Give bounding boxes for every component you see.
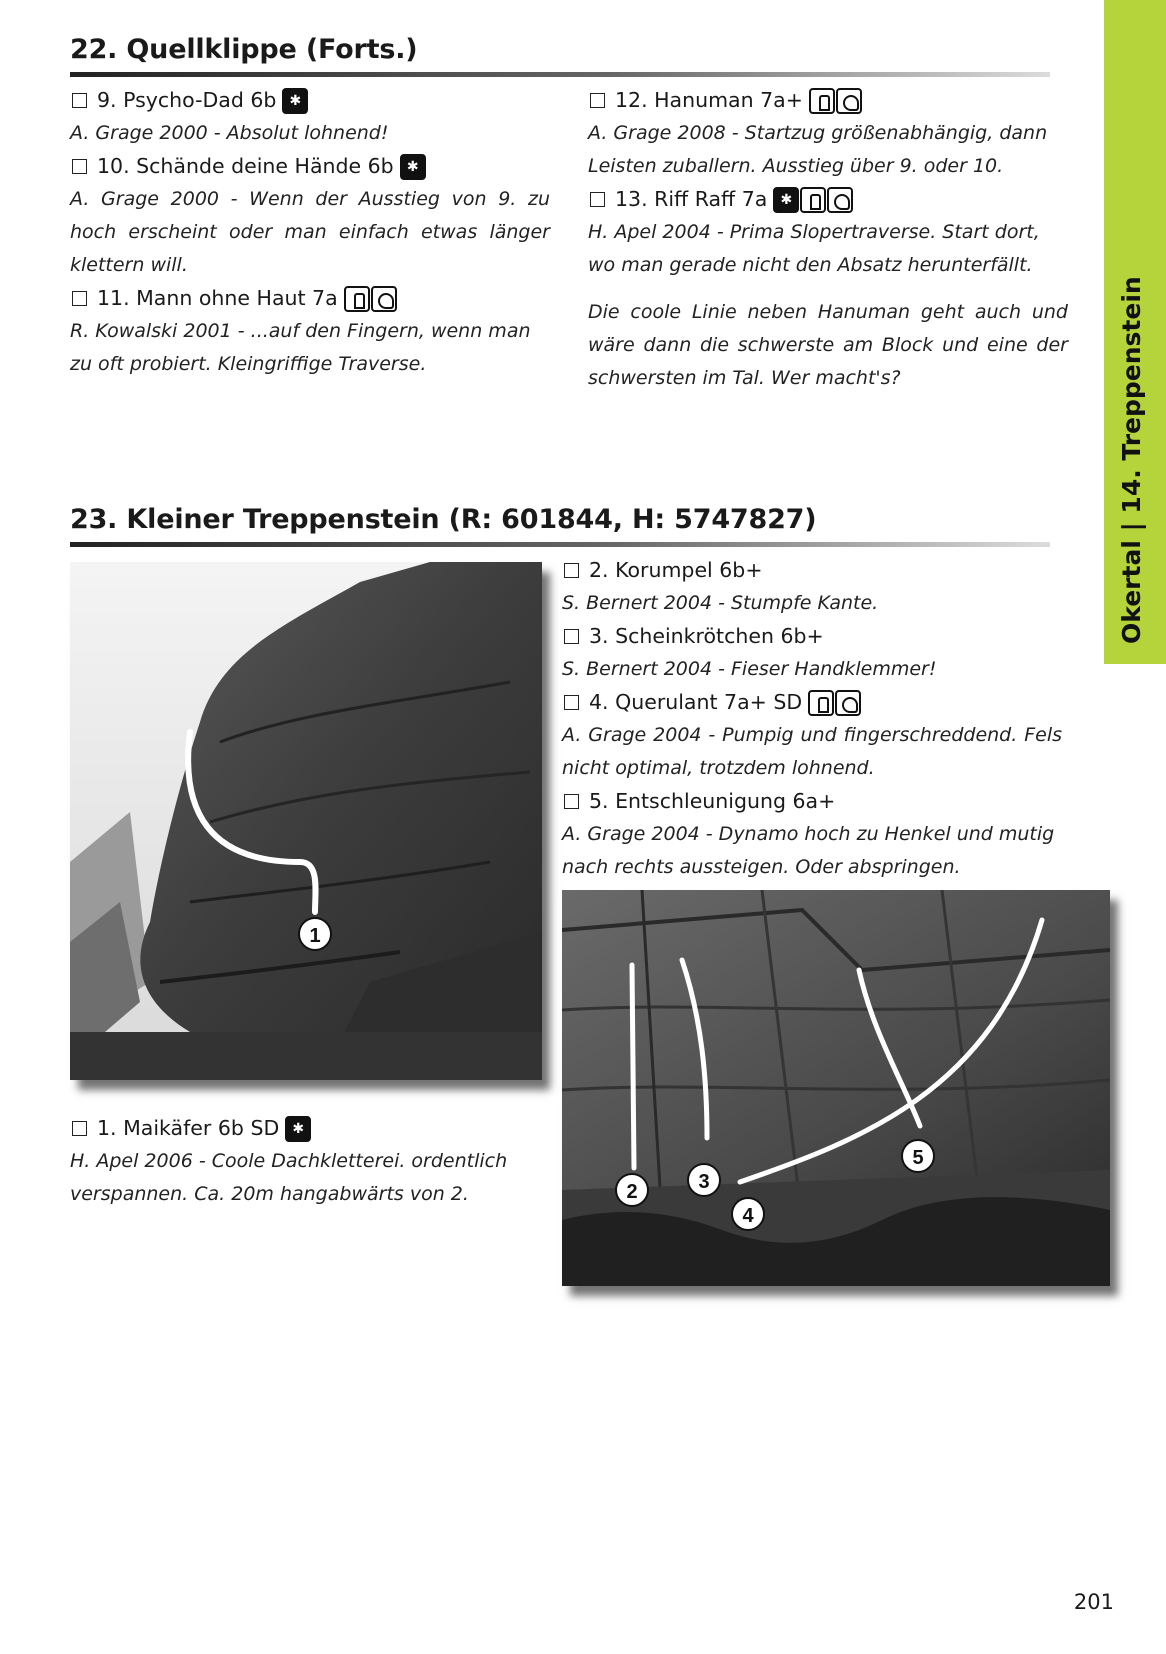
section-title-23: 23. Kleiner Treppenstein (R: 601844, H: 5747827) <box>70 504 817 535</box>
route-marker-4: 4 <box>742 1205 754 1227</box>
section-title-22: 22. Quellklippe (Forts.) <box>70 34 418 65</box>
route-1-desc: H. Apel 2006 - Coole Dachkletterei. ordentlich verspannen. Ca. 20m hangabwärts von 2. <box>70 1150 508 1205</box>
crimp-icon <box>344 286 370 312</box>
star-rating-icon <box>400 154 426 180</box>
chapter-tab <box>1104 0 1166 664</box>
page-number: 201 <box>1073 1590 1114 1614</box>
crimp-icon <box>809 88 835 114</box>
checkbox[interactable] <box>72 291 87 306</box>
boulder-photo-2 <box>562 890 1110 1286</box>
route-2-desc: S. Bernert 2004 - Stumpfe Kante. <box>562 592 879 614</box>
route-3: 3. Scheinkrötchen 6b+ <box>562 620 1062 653</box>
checkbox[interactable] <box>72 1121 87 1136</box>
star-rating-icon <box>282 88 308 114</box>
route-11: 11. Mann ohne Haut 7a <box>70 282 550 315</box>
star-rating-icon <box>285 1116 311 1142</box>
route-9: 9. Psycho-Dad 6b ✱ <box>70 84 550 117</box>
checkbox[interactable] <box>564 563 579 578</box>
section-rule-23 <box>70 542 1050 547</box>
route-4-desc: A. Grage 2004 - Pumpig und fingerschreddend. Fels nicht optimal, trotzdem lohnend. <box>562 724 1062 779</box>
checkbox[interactable] <box>564 629 579 644</box>
sloper-icon <box>836 88 862 114</box>
route-11-desc: R. Kowalski 2001 - ...auf den Fingern, wenn man zu oft probiert. Kleingriffige Traverse. <box>70 320 531 375</box>
route-4: 4. Querulant 7a+ SD <box>562 686 1062 719</box>
section22-right-column <box>588 84 1068 395</box>
route-marker-2: 2 <box>626 1181 638 1203</box>
route-1: 1. Maikäfer 6b SD ✱ <box>70 1112 550 1145</box>
checkbox[interactable] <box>590 93 605 108</box>
route-3-desc: S. Bernert 2004 - Fieser Handklemmer! <box>562 658 937 680</box>
crimp-icon <box>808 690 834 716</box>
sloper-icon <box>835 690 861 716</box>
crimp-icon <box>800 187 826 213</box>
route-1-block <box>70 1112 550 1211</box>
checkbox[interactable] <box>590 192 605 207</box>
route-12-desc: A. Grage 2008 - Startzug größenabhängig, dann Leisten zuballern. Ausstieg über 9. oder 10. <box>588 122 1048 177</box>
route-marker-5: 5 <box>912 1147 924 1169</box>
section-rule-22 <box>70 72 1050 77</box>
section23-routes-column <box>562 554 1062 884</box>
route-13-desc: H. Apel 2004 - Prima Slopertraverse. Start dort, wo man gerade nicht den Absatz herunterfällt. <box>588 221 1040 276</box>
route-marker-3: 3 <box>698 1171 710 1193</box>
checkbox[interactable] <box>564 695 579 710</box>
route-marker-1: 1 <box>309 925 321 947</box>
chapter-tab-label: Okertal | 14. Treppenstein <box>1117 276 1146 644</box>
sloper-icon <box>371 286 397 312</box>
route-12: 12. Hanuman 7a+ <box>588 84 1068 117</box>
route-10: 10. Schände deine Hände 6b ✱ <box>70 150 550 183</box>
checkbox[interactable] <box>72 159 87 174</box>
route-13: 13. Riff Raff 7a ✱ <box>588 183 1068 216</box>
checkbox[interactable] <box>564 794 579 809</box>
section22-note: Die coole Linie neben Hanuman geht auch und wäre dann die schwerste am Block und eine der schwersten im Tal. Wer macht's? <box>588 301 1068 389</box>
section22-left-column <box>70 84 550 381</box>
route-2: 2. Korumpel 6b+ <box>562 554 1062 587</box>
route-5: 5. Entschleunigung 6a+ <box>562 785 1062 818</box>
route-10-desc: A. Grage 2000 - Wenn der Ausstieg von 9. zu hoch erscheint oder man einfach etwas länger klettern will. <box>70 188 550 276</box>
route-5-desc: A. Grage 2004 - Dynamo hoch zu Henkel und mutig nach rechts aussteigen. Oder abspringen. <box>562 823 1055 878</box>
checkbox[interactable] <box>72 93 87 108</box>
sloper-icon <box>827 187 853 213</box>
route-9-desc: A. Grage 2000 - Absolut lohnend! <box>70 122 389 144</box>
boulder-photo-1 <box>70 562 542 1080</box>
star-rating-icon <box>773 187 799 213</box>
